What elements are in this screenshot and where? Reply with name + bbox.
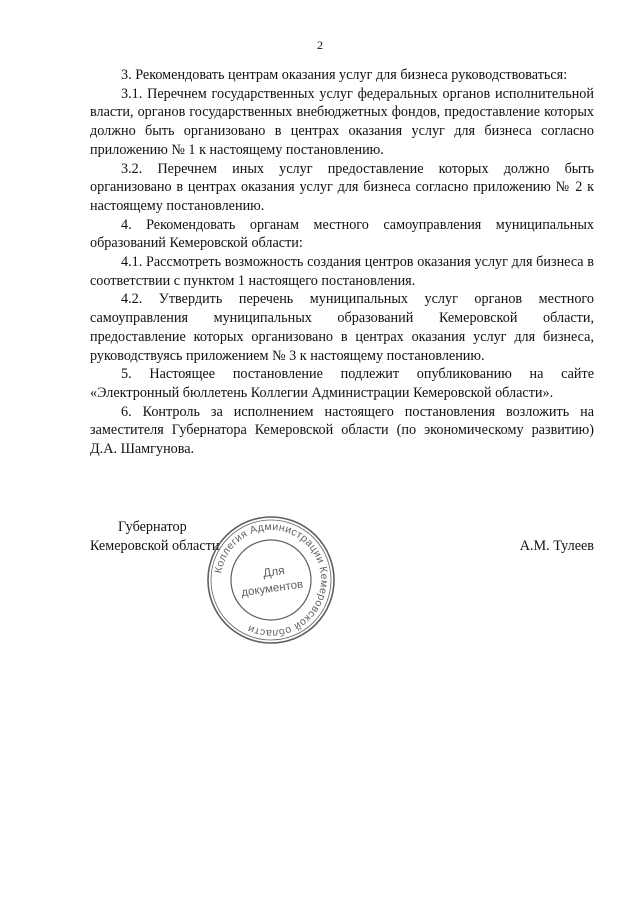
stamp-outer-ring <box>208 517 334 643</box>
signature-name: А.М. Тулеев <box>519 538 594 554</box>
paragraph-6: 6. Контроль за исполнением настоящего постановления возложить на заместителя Губернатора Кемеровской области (по экономическому развитию) Д.А. Шамгунова. <box>90 403 594 458</box>
paragraph-4-2: 4.2. Утвердить перечень муниципальных услуг органов местного самоуправления муниципальных образований Кемеровской области, предоставление которых организовано в центрах оказания услуг для бизнеса, руководствуясь приложением № 3 к настоящему постановлению. <box>90 291 594 364</box>
official-stamp <box>203 512 339 648</box>
stamp-center-line2: документов <box>240 578 304 600</box>
stamp-center-line1: Для <box>262 563 286 580</box>
signature-title: Губернатор <box>118 519 187 535</box>
signature-org: Кемеровской области <box>90 538 220 554</box>
page-number: 2 <box>317 38 323 52</box>
stamp-outer-ring-inner <box>211 520 331 640</box>
paragraph-3: 3. Рекомендовать центрам оказания услуг для бизнеса руководствоваться: <box>121 67 568 83</box>
paragraph-4-1: 4.1. Рассмотреть возможность создания центров оказания услуг для бизнеса в соответствии с пунктом 1 настоящего постановления. <box>90 254 594 289</box>
document-body <box>90 66 594 459</box>
paragraph-3-1: 3.1. Перечнем государственных услуг федеральных органов исполнительной власти, органов государственных внебюджетных фондов, предоставление которых должно быть организовано в центрах оказания услуг для бизнеса согласно приложению № 1 к настоящему постановлению. <box>90 85 594 158</box>
paragraph-3-2: 3.2. Перечнем иных услуг предоставление которых должно быть организовано в центрах оказания услуг для бизнеса согласно приложению № 2 к настоящему постановлению. <box>90 160 594 214</box>
paragraph-5: 5. Настоящее постановление подлежит опубликованию на сайте «Электронный бюллетень Коллегии Администрации Кемеровской области». <box>90 366 594 401</box>
paragraph-4: 4. Рекомендовать органам местного самоуправления муниципальных образований Кемеровской области: <box>90 216 594 252</box>
stamp-ring-text: Коллегия Администрации Кемеровской области <box>212 520 331 640</box>
